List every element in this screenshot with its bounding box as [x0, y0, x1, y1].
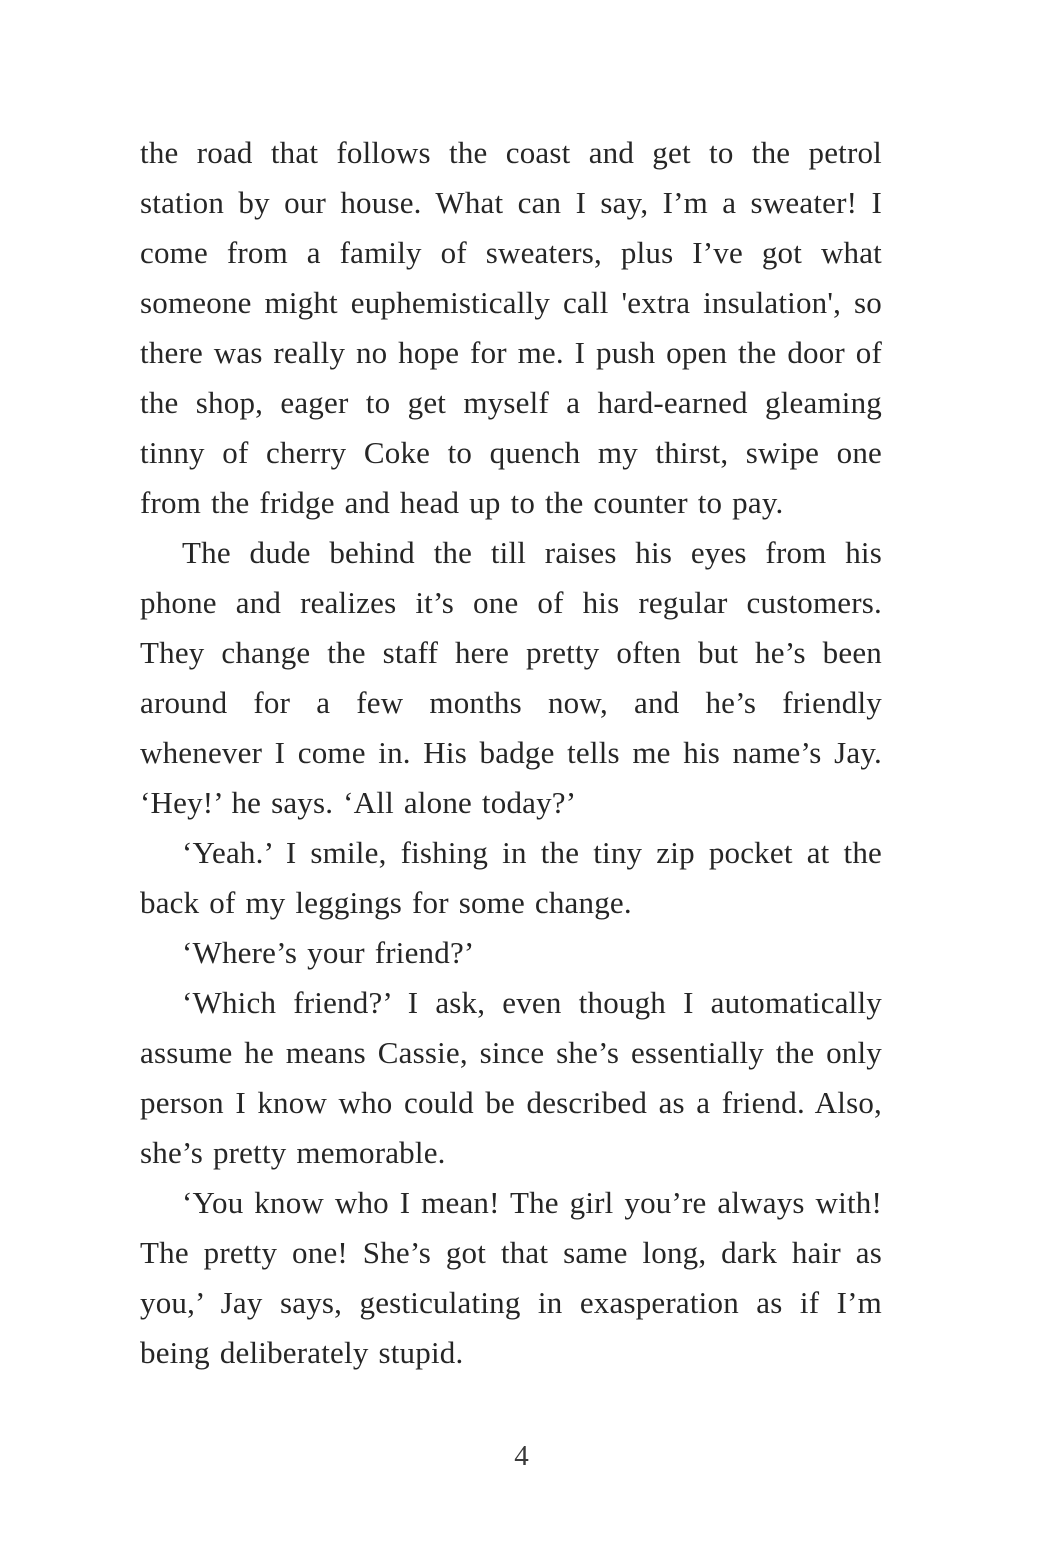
paragraph: ‘You know who I mean! The girl you’re always with! The pretty one! She’s got that same long, dark hair as you,’ Jay says, gesticulating in exasperation as if I’m being deliberately stupid.: [140, 1185, 882, 1370]
text-block: [140, 128, 882, 1378]
paragraph: The dude behind the till raises his eyes from his phone and realizes it’s one of his regular customers. They change the staff here pretty often but he’s been around for a few months now, and he’s friendly whenever I come in. His badge tells me his name’s Jay. ‘Hey!’ he says. ‘All alone today?’: [140, 535, 882, 820]
paragraph: ‘Where’s your friend?’: [182, 935, 475, 970]
page-number: 4: [514, 1440, 529, 1472]
paragraph: ‘Which friend?’ I ask, even though I automatically assume he means Cassie, since she’s essentially the only person I know who could be described as a friend. Also, she’s pretty memorable.: [140, 985, 882, 1170]
paragraph: ‘Yeah.’ I smile, fishing in the tiny zip pocket at the back of my leggings for some change.: [140, 835, 882, 920]
paragraph: the road that follows the coast and get to the petrol station by our house. What can I say, I’m a sweater! I come from a family of sweaters, plus I’ve got what someone might euphemistically call 'extra insulation', so there was really no hope for me. I push open the door of the shop, eager to get myself a hard-earned gleaming tinny of cherry Coke to quench my thirst, swipe one from the fridge and head up to the counter to pay.: [140, 135, 882, 520]
